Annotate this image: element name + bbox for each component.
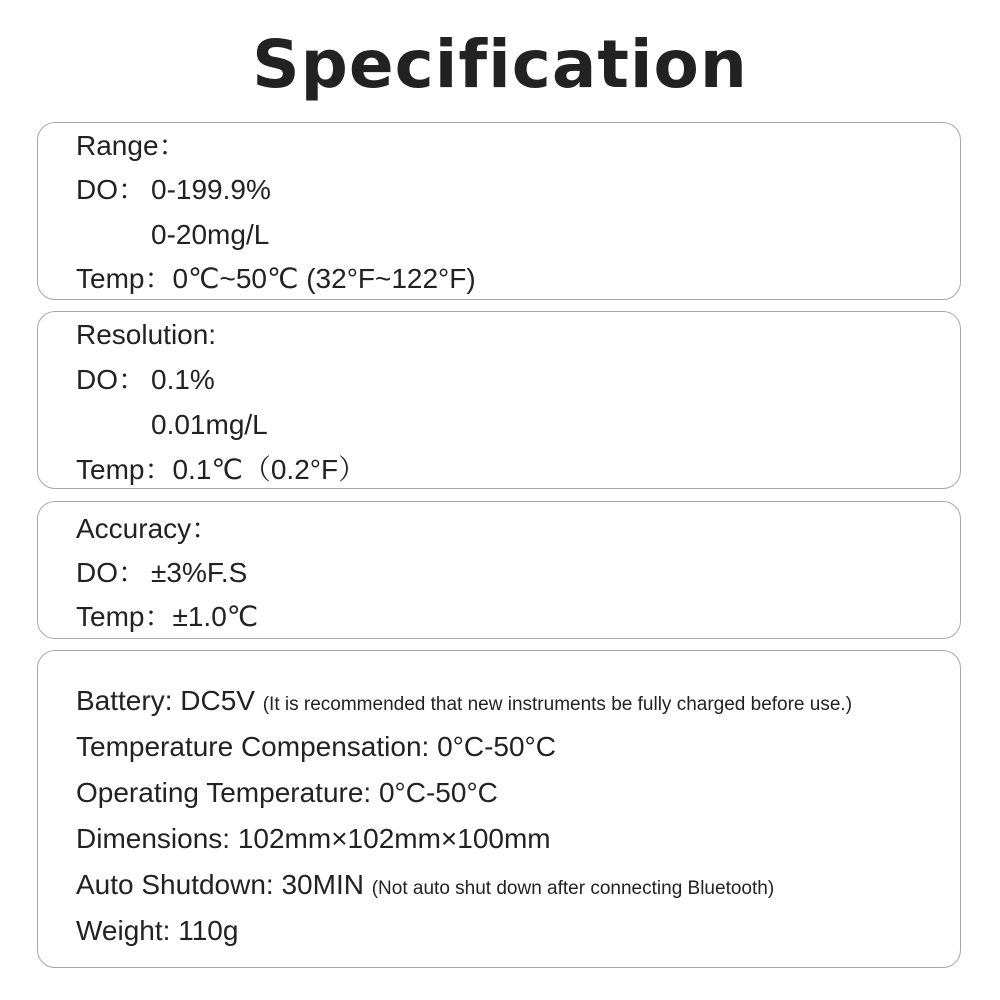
dimensions: Dimensions: 102mm×102mm×100mm (76, 823, 551, 854)
resolution-do-label: DO： (76, 364, 147, 395)
operating-temperature: Operating Temperature: 0°C-50°C (76, 777, 498, 808)
battery-note: (It is recommended that new instruments be fully charged before use.) (262, 694, 853, 715)
resolution-do-mgl: 0.01mg/L (151, 409, 268, 440)
resolution-panel (37, 311, 961, 489)
auto-shutdown-note: (Not auto shut down after connecting Bluetooth) (371, 878, 775, 899)
accuracy-do-value: ±3%F.S (151, 557, 248, 588)
weight: Weight: 110g (76, 915, 239, 946)
accuracy-heading: Accuracy： (76, 513, 220, 544)
accuracy-temp-label: Temp： (76, 601, 173, 632)
page-title: Specification (252, 26, 748, 103)
range-temp-row (76, 262, 476, 296)
temperature-compensation: Temperature Compensation: 0°C-50°C (76, 731, 556, 762)
resolution-temp-label: Temp： (76, 454, 173, 485)
battery-row (76, 684, 852, 722)
range-temp-value: 0℃~50℃ (32°F~122°F) (172, 263, 476, 294)
accuracy-temp-value: ±1.0℃ (172, 601, 259, 632)
battery-text: Battery: DC5V (76, 685, 263, 716)
range-do-percent: 0-199.9% (151, 174, 271, 205)
range-do-label: DO： (76, 174, 147, 205)
resolution-temp-value: 0.1℃（0.2°F） (172, 454, 367, 485)
range-heading: Range： (76, 130, 187, 161)
accuracy-panel (37, 501, 961, 639)
auto-shutdown-text: Auto Shutdown: 30MIN (76, 869, 372, 900)
accuracy-temp-row (76, 600, 258, 634)
resolution-heading: Resolution: (76, 319, 217, 350)
resolution-temp-row (76, 453, 366, 487)
range-do-mgl: 0-20mg/L (151, 219, 270, 250)
range-panel (37, 122, 961, 300)
accuracy-do-row (76, 556, 146, 590)
accuracy-do-label: DO： (76, 557, 147, 588)
general-specs-panel (37, 650, 961, 968)
range-temp-label: Temp： (76, 263, 173, 294)
auto-shutdown-row (76, 868, 774, 906)
resolution-do-percent: 0.1% (151, 364, 215, 395)
